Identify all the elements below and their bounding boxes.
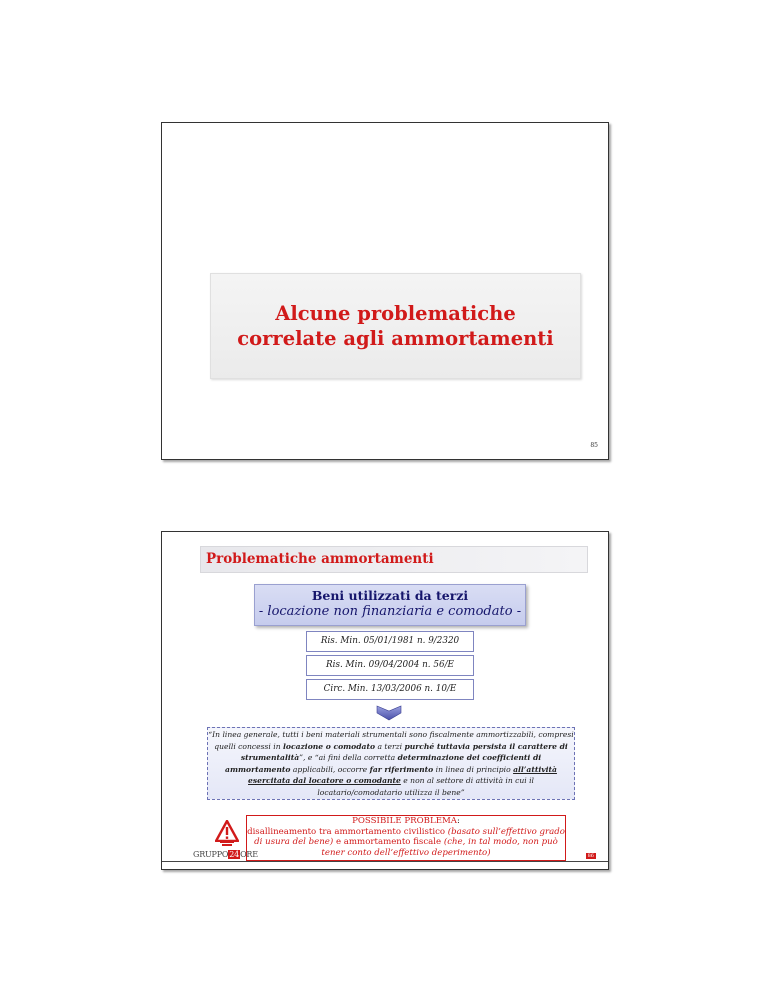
quote-text: e non al settore di attività in cui il locatario/comodatario utilizza il bene” [317,776,534,797]
banner-subtitle: - locazione non finanziaria e comodato - [258,604,522,619]
quote-emphasis: determinazione dei coefficienti di ammortamento [225,753,542,774]
arrow-down-icon [375,705,403,721]
logo-prefix: GRUPPO [193,850,229,859]
topic-banner [254,584,526,626]
problem-text-part: e ammortamento fiscale [333,837,444,847]
problem-title: POSSIBILE PROBLEMA [352,816,457,826]
problem-box [246,815,566,861]
problem-text-part: (che, in tal modo, non può tener conto dell’effettivo deperimento) [321,837,558,858]
slide-86 [161,531,609,870]
problem-colon: : [456,816,460,826]
header-bar [200,546,588,573]
footer-divider [162,861,608,862]
page-number: 86 [587,853,594,859]
title-box [210,273,581,379]
problem-text-part: (basato sull’effettivo grado di usura del bene) [254,826,565,847]
quote-text: “In linea generale, tutti i beni materiali strumentali sono fiscalmente ammortizzabili, compresi quelli concessi in [208,730,574,751]
quote-text: ”, e “ai fini della corretta [299,753,398,763]
reference-box: Ris. Min. 05/01/1981 n. 9/2320 [306,631,474,652]
logo-number: 24 [229,850,240,859]
quote-text: applicabili, occorre [290,764,370,774]
warning-icon [215,820,239,842]
page-number: 85 [590,442,598,449]
footer-logo [193,850,258,859]
problem-heading [247,816,565,827]
reference-box: Circ. Min. 13/03/2006 n. 10/E [306,679,474,700]
quote-emphasis: locazione o comodato [283,741,376,751]
problem-text-part: disallineamento tra ammortamento civilistico [247,826,448,837]
quote-emphasis: purché tuttavia persista il carattere di strumentalità [240,741,568,763]
problem-text [247,827,565,859]
slide-header: Problematiche ammortamenti [206,551,434,567]
reference-box: Ris. Min. 09/04/2004 n. 56/E [306,655,474,676]
quote-emphasis: far riferimento [369,764,434,774]
quote-box [207,727,575,800]
quote-text: in linea di principio [433,764,514,774]
logo-suffix: ORE [240,850,258,859]
slide-title: Alcune problematiche correlate agli ammortamenti [237,302,554,350]
quote-underline: all’attività esercitata dal locatore o comodante [248,764,557,786]
banner-title: Beni utilizzati da terzi [311,588,469,603]
warning-base-icon [220,841,234,847]
slide-85 [161,122,609,460]
quote-text: a terzi [375,741,405,751]
